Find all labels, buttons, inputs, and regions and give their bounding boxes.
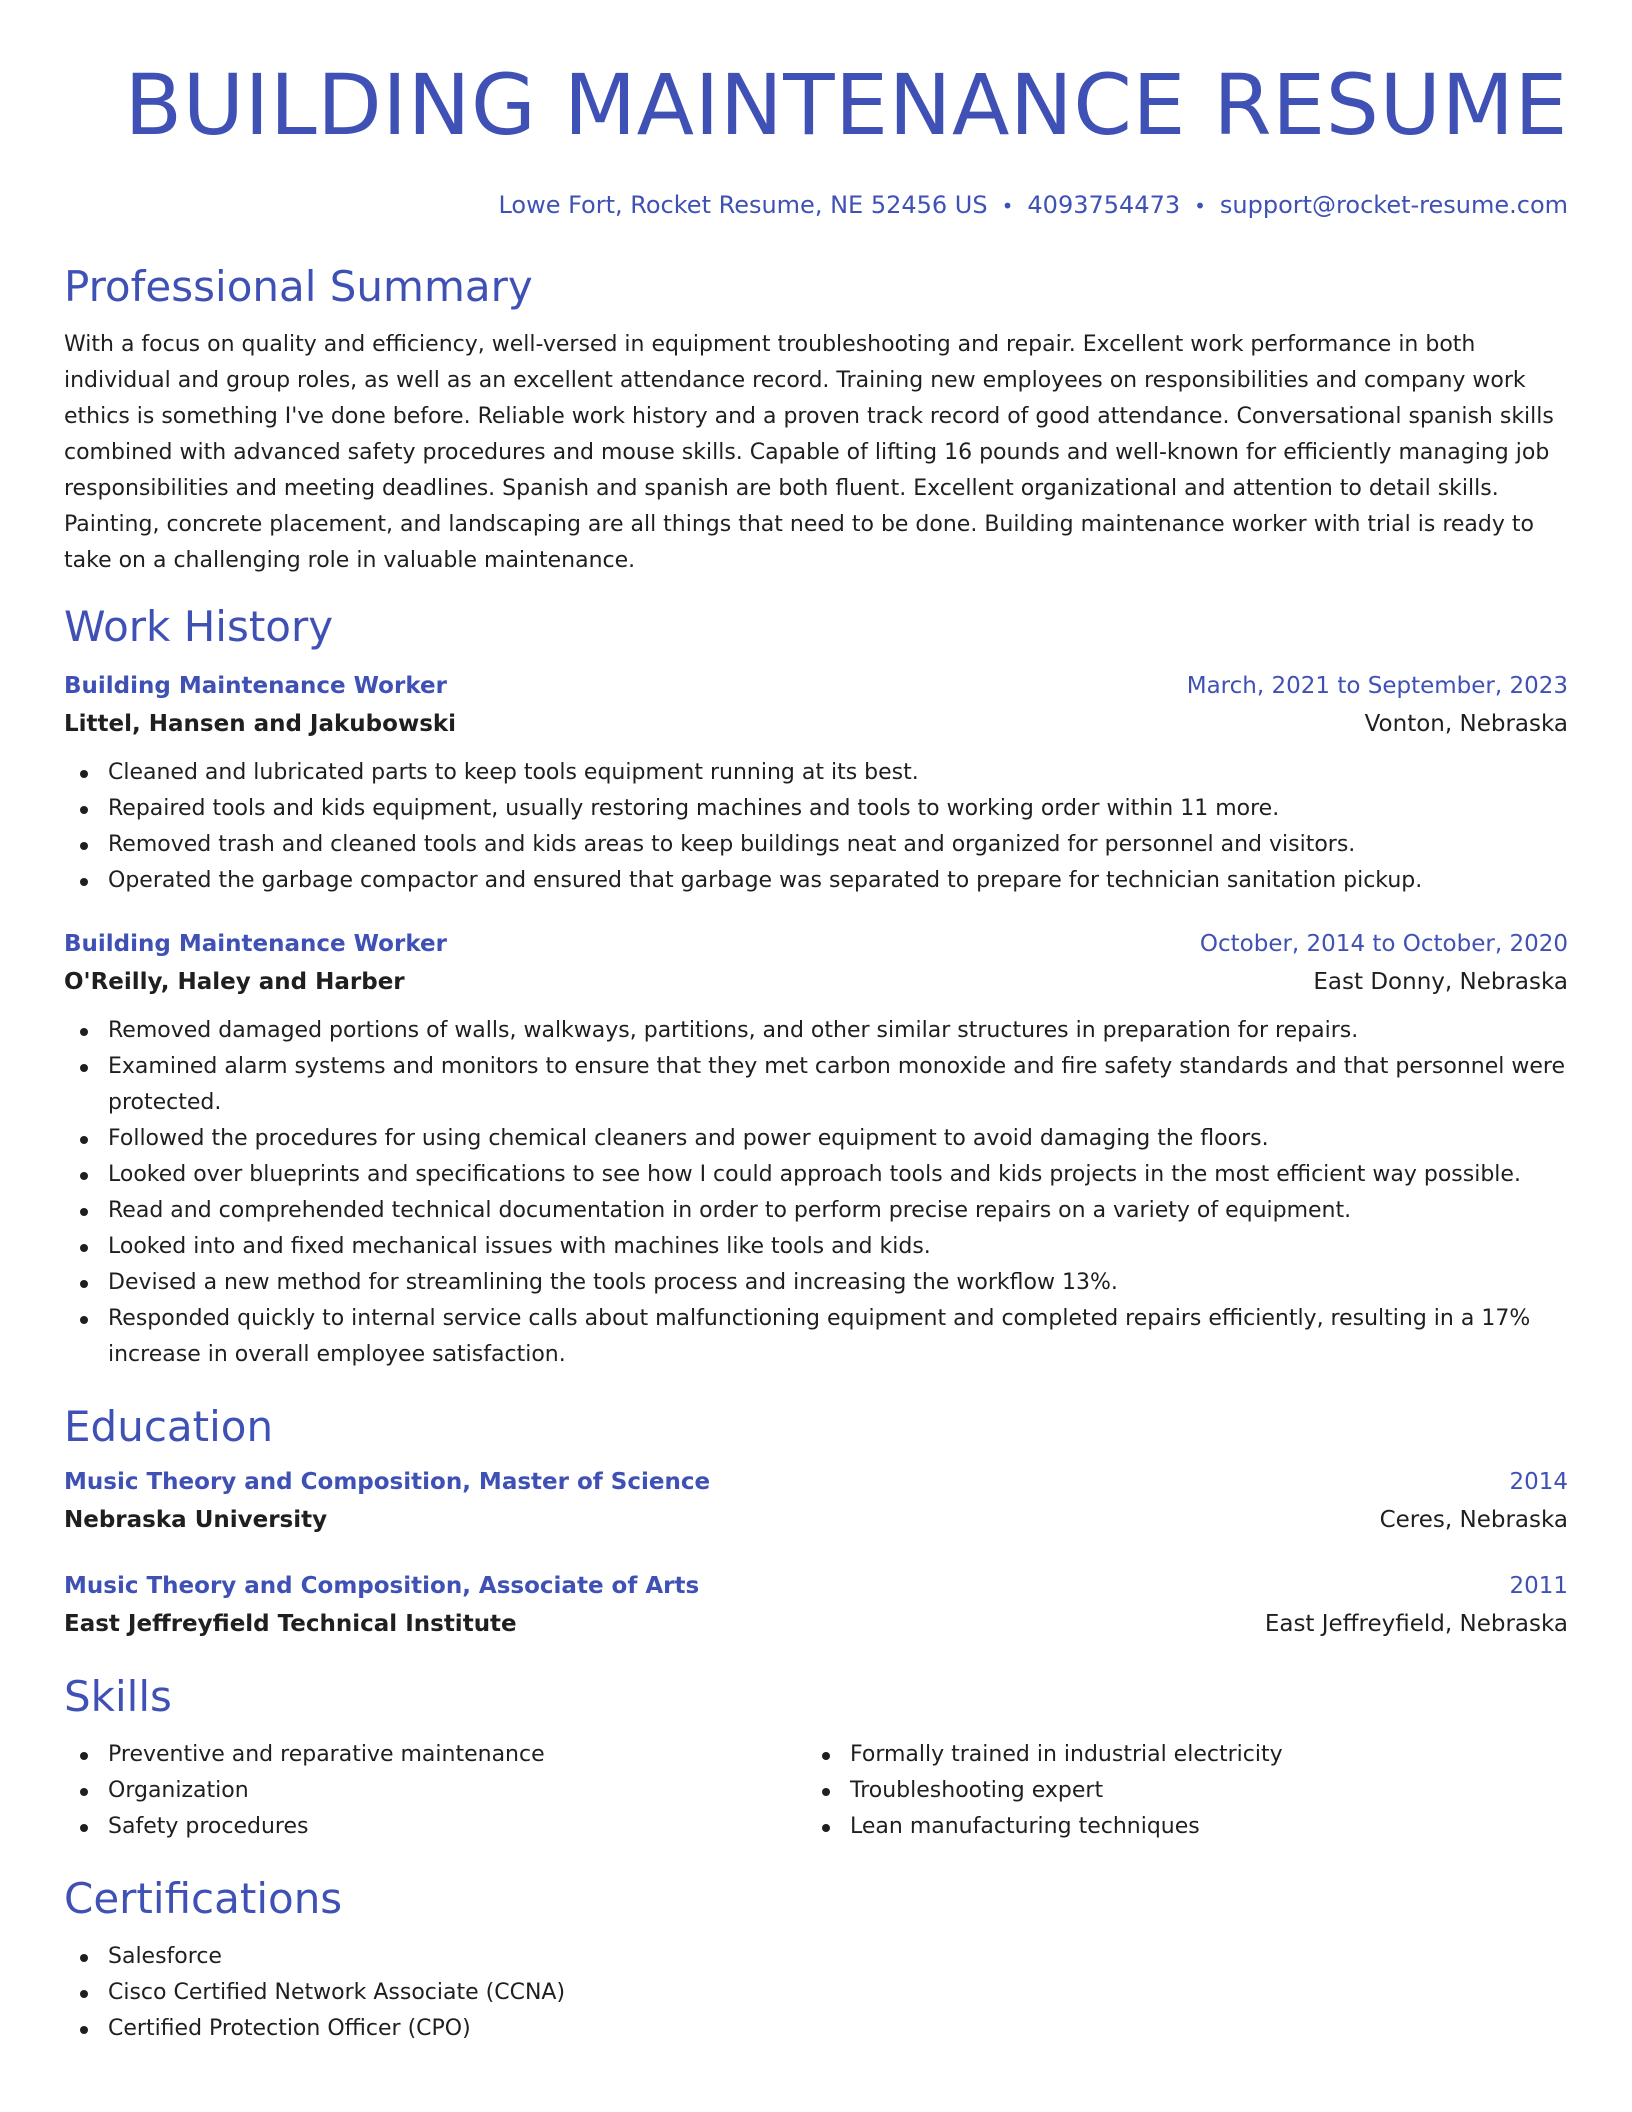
- degree-title: Music Theory and Composition, Master of Science: [64, 1469, 711, 1495]
- certification-text: Certified Protection Officer (CPO): [108, 2016, 471, 2041]
- job-location: Vonton, Nebraska: [1364, 711, 1568, 737]
- list-item: [64, 863, 1568, 899]
- job-company: Littel, Hansen and Jakubowski: [64, 711, 457, 737]
- job-title: Building Maintenance Worker: [64, 931, 447, 957]
- bullet-icon: [80, 770, 88, 778]
- degree-row: [64, 1567, 1568, 1605]
- certification-text: Salesforce: [108, 1944, 222, 1969]
- job-title-row: [64, 667, 1568, 705]
- list-item: [64, 1265, 1568, 1301]
- contact-separator: •: [1001, 194, 1014, 218]
- section-heading-certifications: Certifications: [64, 1874, 343, 1923]
- school-row: [64, 1605, 1568, 1643]
- list-item: [64, 1049, 1568, 1121]
- bullet-text: Examined alarm systems and monitors to ensure that they met carbon monoxide and fire safety standards and that personnel were protected.: [108, 1054, 1565, 1115]
- school-name: Nebraska University: [64, 1507, 328, 1533]
- skills-column-right: [806, 1737, 1548, 1845]
- bullet-text: Looked into and fixed mechanical issues with machines like tools and kids.: [108, 1234, 931, 1259]
- bullet-icon: [80, 1208, 88, 1216]
- bullet-icon: [822, 1824, 830, 1832]
- list-item: [64, 1939, 1568, 1975]
- job-company-row: [64, 963, 1568, 1001]
- bullet-text: Operated the garbage compactor and ensured that garbage was separated to prepare for technician sanitation pickup.: [108, 868, 1423, 893]
- list-item: [64, 1975, 1568, 2011]
- bullet-text: Followed the procedures for using chemical cleaners and power equipment to avoid damaging the floors.: [108, 1126, 1269, 1151]
- list-item: [64, 791, 1568, 827]
- bullet-icon: [80, 2026, 88, 2034]
- job-dates: October, 2014 to October, 2020: [1199, 931, 1568, 957]
- contact-email: support@rocket-resume.com: [1219, 191, 1568, 219]
- job-title-row: [64, 925, 1568, 963]
- bullet-text: Devised a new method for streamlining the tools process and increasing the workflow 13%.: [108, 1270, 1118, 1295]
- degree-year: 2014: [1509, 1469, 1568, 1495]
- school-location: Ceres, Nebraska: [1379, 1507, 1568, 1533]
- section-heading-skills: Skills: [64, 1672, 172, 1721]
- job-dates: March, 2021 to September, 2023: [1186, 673, 1568, 699]
- list-item: [806, 1809, 1548, 1845]
- job-company: O'Reilly, Haley and Harber: [64, 969, 405, 995]
- education-entry: [64, 1463, 1568, 1539]
- bullet-icon: [80, 1824, 88, 1832]
- list-item: [64, 1157, 1568, 1193]
- bullet-icon: [80, 1280, 88, 1288]
- certifications-list: [64, 1939, 1568, 2047]
- education-entry: [64, 1567, 1568, 1643]
- bullet-icon: [80, 1136, 88, 1144]
- skills-list: [64, 1737, 806, 1845]
- list-item: [64, 1229, 1568, 1265]
- list-item: [64, 1121, 1568, 1157]
- bullet-icon: [80, 1752, 88, 1760]
- bullet-icon: [80, 842, 88, 850]
- degree-title: Music Theory and Composition, Associate of Arts: [64, 1573, 700, 1599]
- list-item: [64, 1193, 1568, 1229]
- bullet-icon: [80, 1244, 88, 1252]
- job-bullets: [64, 755, 1568, 899]
- skills-grid: [64, 1737, 1568, 1845]
- degree-row: [64, 1463, 1568, 1501]
- bullet-text: Cleaned and lubricated parts to keep tools equipment running at its best.: [108, 760, 919, 785]
- bullet-icon: [80, 1990, 88, 1998]
- bullet-text: Responded quickly to internal service calls about malfunctioning equipment and completed repairs efficiently, resulting in a 17% increase in overall employee satisfaction.: [108, 1306, 1531, 1367]
- skill-text: Formally trained in industrial electricity: [850, 1742, 1283, 1767]
- bullet-icon: [80, 878, 88, 886]
- list-item: [64, 1809, 806, 1845]
- skills-list: [806, 1737, 1548, 1845]
- section-heading-summary: Professional Summary: [64, 262, 533, 311]
- bullet-icon: [80, 1172, 88, 1180]
- bullet-text: Looked over blueprints and specifications to see how I could approach tools and kids projects in the most efficient way possible.: [108, 1162, 1521, 1187]
- bullet-icon: [80, 1064, 88, 1072]
- bullet-text: Read and comprehended technical documentation in order to perform precise repairs on a variety of equipment.: [108, 1198, 1352, 1223]
- bullet-text: Removed trash and cleaned tools and kids areas to keep buildings neat and organized for personnel and visitors.: [108, 832, 1356, 857]
- school-row: [64, 1501, 1568, 1539]
- list-item: [64, 1773, 806, 1809]
- bullet-text: Removed damaged portions of walls, walkways, partitions, and other similar structures in preparation for repairs.: [108, 1018, 1359, 1043]
- job-location: East Donny, Nebraska: [1313, 969, 1568, 995]
- skill-text: Organization: [108, 1778, 249, 1803]
- certification-text: Cisco Certified Network Associate (CCNA): [108, 1980, 566, 2005]
- resume-title: BUILDING MAINTENANCE RESUME: [124, 56, 1568, 154]
- school-name: East Jeffreyfield Technical Institute: [64, 1611, 517, 1637]
- list-item: [64, 827, 1568, 863]
- contact-phone: 4093754473: [1027, 191, 1181, 219]
- contact-address: Lowe Fort, Rocket Resume, NE 52456 US: [498, 191, 988, 219]
- bullet-icon: [80, 1788, 88, 1796]
- bullet-icon: [80, 806, 88, 814]
- list-item: [806, 1737, 1548, 1773]
- bullet-icon: [822, 1752, 830, 1760]
- skill-text: Preventive and reparative maintenance: [108, 1742, 545, 1767]
- section-heading-education: Education: [64, 1402, 274, 1451]
- skill-text: Troubleshooting expert: [850, 1778, 1104, 1803]
- list-item: [64, 755, 1568, 791]
- bullet-text: Repaired tools and kids equipment, usually restoring machines and tools to working order within 11 more.: [108, 796, 1280, 821]
- job-title: Building Maintenance Worker: [64, 673, 447, 699]
- contact-line: [64, 188, 1568, 223]
- contact-separator: •: [1194, 194, 1206, 218]
- bullet-icon: [822, 1788, 830, 1796]
- bullet-icon: [80, 1028, 88, 1036]
- list-item: [64, 1737, 806, 1773]
- list-item: [64, 1013, 1568, 1049]
- list-item: [806, 1773, 1548, 1809]
- degree-year: 2011: [1509, 1573, 1568, 1599]
- job-bullets: [64, 1013, 1568, 1373]
- section-heading-work-history: Work History: [64, 602, 334, 651]
- skill-text: Safety procedures: [108, 1814, 309, 1839]
- skill-text: Lean manufacturing techniques: [850, 1814, 1200, 1839]
- school-location: East Jeffreyfield, Nebraska: [1264, 1611, 1568, 1637]
- bullet-icon: [80, 1954, 88, 1962]
- job-entry: [64, 925, 1568, 1373]
- job-entry: [64, 667, 1568, 899]
- list-item: [64, 1301, 1568, 1373]
- skills-column-left: [64, 1737, 806, 1845]
- summary-text: With a focus on quality and efficiency, well-versed in equipment troubleshooting and repair. Excellent work performance in both individual and group roles, as well as an excellent attendance record. Training new employees on responsibilities and company work ethics is something I've done before. Reliable work history and a proven track record of good attendance. Conversational spanish skills combined with advanced safety procedures and mouse skills. Capable of lifting 16 pounds and well-known for efficiently managing job responsibilities and meeting deadlines. Spanish and spanish are both fluent. Excellent organizational and attention to detail skills. Painting, concrete placement, and landscaping are all things that need to be done. Building maintenance worker with trial is ready to take on a challenging role in valuable maintenance.: [64, 332, 1554, 573]
- job-company-row: [64, 705, 1568, 743]
- list-item: [64, 2011, 1568, 2047]
- bullet-icon: [80, 1316, 88, 1324]
